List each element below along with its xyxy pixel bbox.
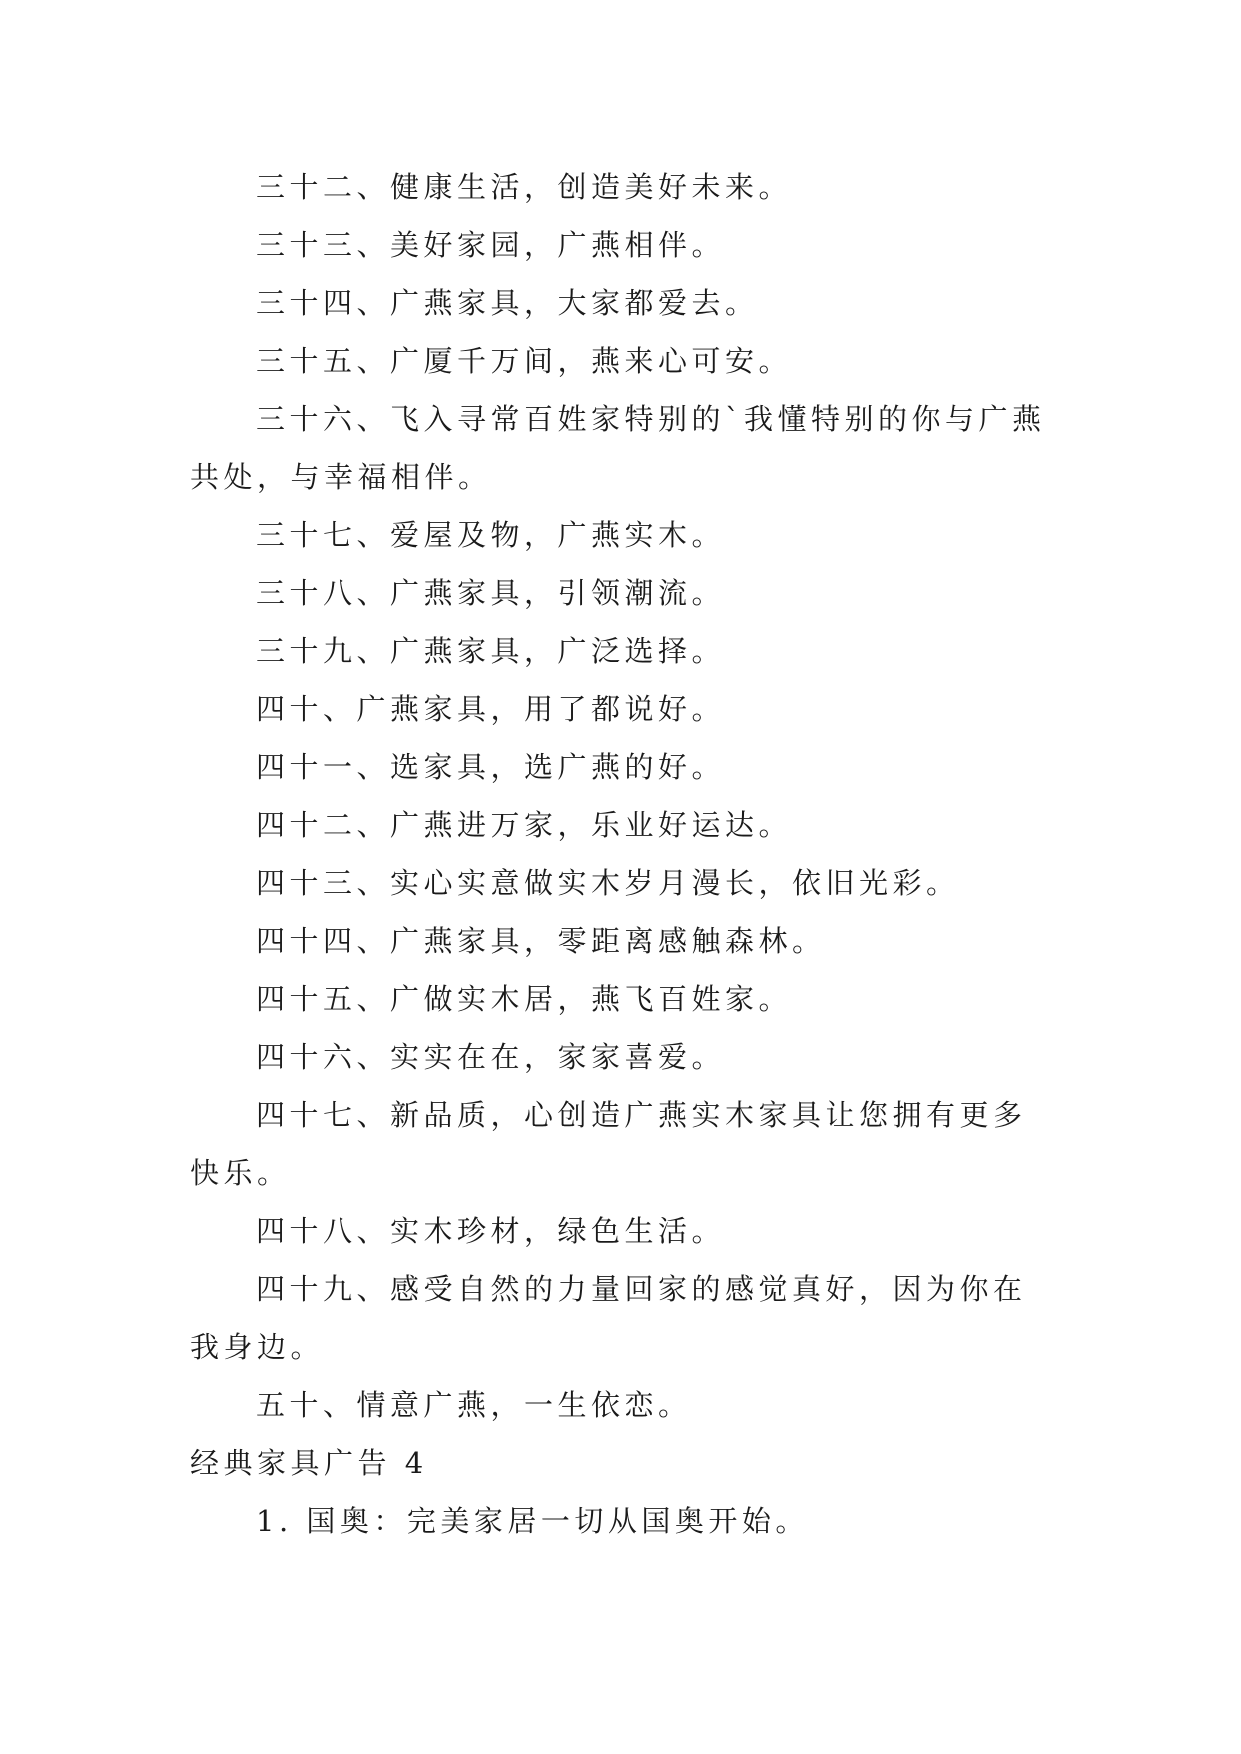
paragraph-32: 三十二、健康生活，创造美好未来。 xyxy=(256,170,793,204)
paragraph-40: 四十、广燕家具，用了都说好。 xyxy=(256,692,726,726)
paragraph-38: 三十八、广燕家具，引领潮流。 xyxy=(256,576,726,610)
paragraph-43: 四十三、实心实意做实木岁月漫长，依旧光彩。 xyxy=(256,866,960,900)
paragraph-33: 三十三、美好家园，广燕相伴。 xyxy=(256,228,726,262)
paragraph-39: 三十九、广燕家具，广泛选择。 xyxy=(256,634,726,668)
paragraph-37: 三十七、爱屋及物，广燕实木。 xyxy=(256,518,726,552)
paragraph-48: 四十八、实木珍材，绿色生活。 xyxy=(256,1214,726,1248)
paragraph-41: 四十一、选家具，选广燕的好。 xyxy=(256,750,726,784)
paragraph-47: 四十七、新品质，心创造广燕实木家具让您拥有更多快乐。 xyxy=(190,1098,1027,1190)
document-body xyxy=(190,158,1050,1550)
paragraph-36: 三十六、飞入寻常百姓家特别的`我懂特别的你与广燕共处，与幸福相伴。 xyxy=(190,402,1046,494)
paragraph-45: 四十五、广做实木居，燕飞百姓家。 xyxy=(256,982,793,1016)
paragraph-35: 三十五、广厦千万间，燕来心可安。 xyxy=(256,344,793,378)
paragraph-46: 四十六、实实在在，家家喜爱。 xyxy=(256,1040,726,1074)
section-paragraph-1: 1. 国奥：完美家居一切从国奥开始。 xyxy=(256,1504,809,1538)
paragraph-44: 四十四、广燕家具，零距离感触森林。 xyxy=(256,924,826,958)
paragraph-34: 三十四、广燕家具，大家都爱去。 xyxy=(256,286,759,320)
paragraph-42: 四十二、广燕进万家，乐业好运达。 xyxy=(256,808,793,842)
paragraph-49: 四十九、感受自然的力量回家的感觉真好，因为你在我身边。 xyxy=(190,1272,1027,1364)
paragraph-50: 五十、情意广燕，一生依恋。 xyxy=(256,1388,692,1422)
section-heading: 经典家具广告 4 xyxy=(190,1446,428,1480)
